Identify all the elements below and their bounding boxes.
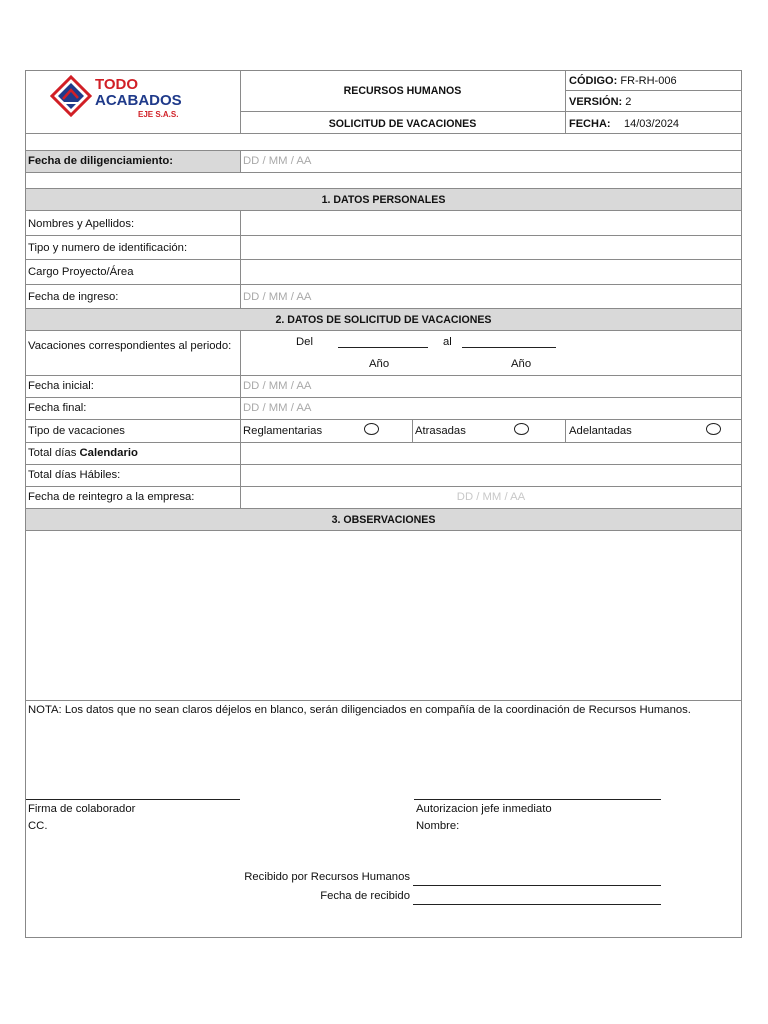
- employee-signature-label: Firma de colaborador: [28, 803, 136, 815]
- names-input[interactable]: [241, 211, 741, 234]
- end-date-label: Fecha final:: [28, 402, 87, 414]
- period-to-input[interactable]: [462, 347, 556, 348]
- boss-signature-label: Autorizacion jefe inmediato: [416, 803, 552, 815]
- calendar-days-input[interactable]: [241, 443, 741, 463]
- period-from-input[interactable]: [338, 347, 428, 348]
- form-title: SOLICITUD DE VACACIONES: [328, 118, 477, 130]
- entry-date-label: Fecha de ingreso:: [28, 291, 119, 303]
- version-label: VERSIÓN:: [569, 96, 623, 108]
- fill-date-input[interactable]: DD / MM / AA: [243, 155, 312, 167]
- observations-textarea[interactable]: [26, 531, 741, 700]
- role-label: Cargo Proyecto/Área: [28, 266, 134, 278]
- period-year-b: Año: [511, 358, 532, 370]
- code-label: CÓDIGO:: [569, 75, 618, 87]
- option-reglamentarias-label: Reglamentarias: [243, 425, 323, 437]
- logo-line2: ACABADOS: [95, 92, 182, 109]
- code-field: [569, 74, 677, 88]
- date-value: 14/03/2024: [624, 118, 680, 130]
- period-al-label: al: [443, 336, 452, 348]
- note-text: NOTA: Los datos que no sean claros déjelos en blanco, serán diligenciados en compañía de la coordinación de Recursos Humanos.: [28, 704, 691, 716]
- department-title: RECURSOS HUMANOS: [343, 85, 462, 97]
- period-del-label: Del: [296, 336, 313, 348]
- option-atrasadas-radio[interactable]: [514, 423, 529, 435]
- calendar-days-prefix: Total días: [28, 447, 77, 459]
- version-field: [569, 95, 631, 109]
- return-date-input[interactable]: DD / MM / AA: [456, 491, 526, 503]
- logo-line1: TODO: [95, 76, 139, 93]
- code-value: FR-RH-006: [620, 75, 677, 87]
- logo-sub: EJE S.A.S.: [138, 110, 179, 119]
- option-atrasadas-label: Atrasadas: [415, 425, 466, 437]
- version-value: 2: [625, 96, 632, 108]
- fill-date-label: Fecha de diligenciamiento:: [28, 155, 174, 167]
- period-year-a: Año: [369, 358, 390, 370]
- option-adelantadas-radio[interactable]: [706, 423, 721, 435]
- id-input[interactable]: [241, 236, 741, 258]
- section1-title: 1. DATOS PERSONALES: [321, 194, 446, 206]
- vacation-type-label: Tipo de vacaciones: [28, 425, 125, 437]
- calendar-days-label: [28, 446, 138, 460]
- received-by-label: Recibido por Recursos Humanos: [244, 871, 410, 883]
- section2-title: 2. DATOS DE SOLICITUD DE VACACIONES: [275, 314, 492, 326]
- section3-title: 3. OBSERVACIONES: [331, 514, 436, 526]
- role-input[interactable]: [241, 260, 741, 283]
- option-adelantadas-label: Adelantadas: [569, 425, 632, 437]
- period-label: Vacaciones correspondientes al periodo:: [28, 340, 232, 352]
- id-label: Tipo y numero de identificación:: [28, 242, 188, 254]
- return-date-label: Fecha de reintegro a la empresa:: [28, 491, 195, 503]
- start-date-label: Fecha inicial:: [28, 380, 94, 392]
- employee-signature-line[interactable]: [26, 799, 240, 800]
- end-date-input[interactable]: DD / MM / AA: [243, 402, 312, 414]
- received-date-label: Fecha de recibido: [320, 890, 410, 902]
- option-reglamentarias-radio[interactable]: [364, 423, 379, 435]
- work-days-label: Total días Hábiles:: [28, 469, 121, 481]
- received-date-line[interactable]: [413, 904, 661, 905]
- work-days-input[interactable]: [241, 465, 741, 485]
- logo-mark-icon: [50, 75, 92, 117]
- entry-date-input[interactable]: DD / MM / AA: [243, 291, 312, 303]
- names-label: Nombres y Apellidos:: [28, 218, 135, 230]
- date-label: FECHA:: [569, 118, 611, 130]
- boss-name-label: Nombre:: [416, 820, 460, 832]
- start-date-input[interactable]: DD / MM / AA: [243, 380, 312, 392]
- received-by-line[interactable]: [413, 885, 661, 886]
- calendar-days-bold: Calendario: [79, 447, 138, 459]
- employee-cc-label: CC.: [28, 820, 48, 832]
- boss-signature-line[interactable]: [414, 799, 661, 800]
